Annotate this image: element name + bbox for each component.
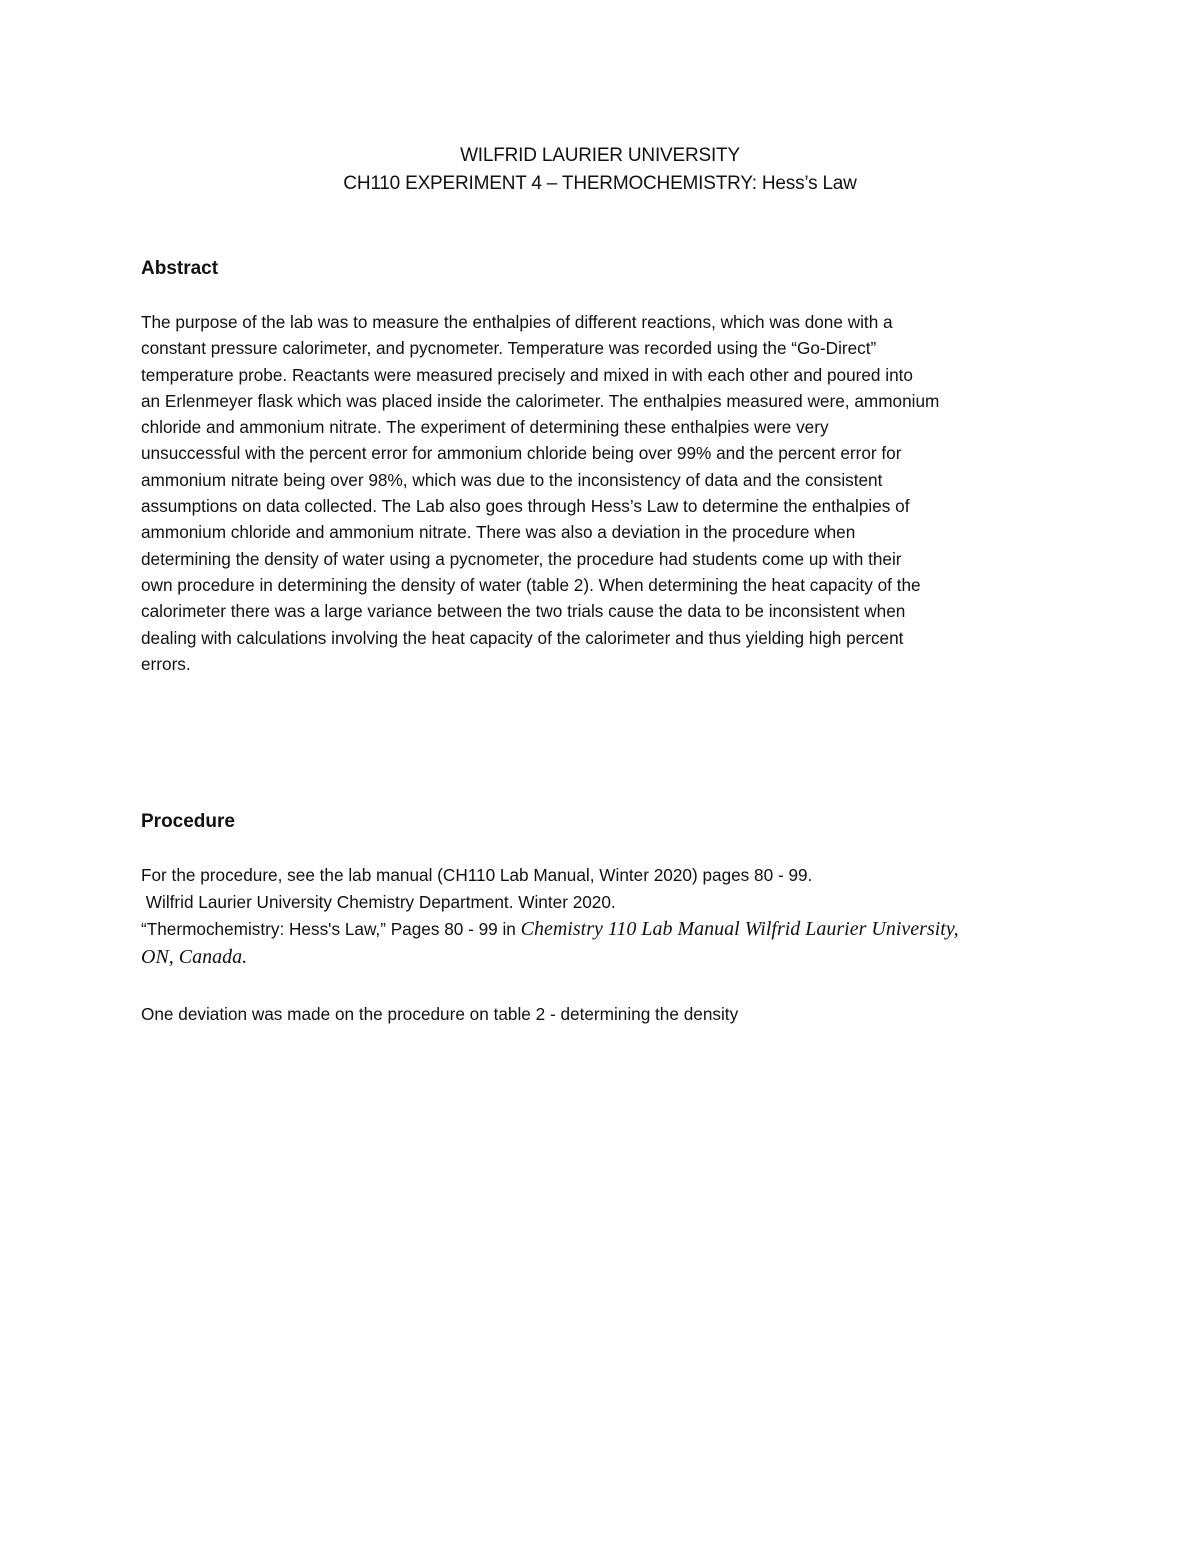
abstract-line: unsuccessful with the percent error for ammonium chloride being over 99% and the percent error for [141,443,902,464]
abstract-line: own procedure in determining the density of water (table 2). When determining the heat capacity of the [141,574,921,595]
procedure-heading: Procedure [141,811,235,832]
abstract-line: temperature probe. Reactants were measured precisely and mixed in with each other and poured into [141,364,913,385]
citation-italic-continued: ON, Canada. [141,946,248,968]
abstract-line: dealing with calculations involving the heat capacity of the calorimeter and thus yielding high percent [141,627,904,648]
procedure-reference: For the procedure, see the lab manual (CH110 Lab Manual, Winter 2020) pages 80 - 99. [141,865,813,885]
abstract-line: assumptions on data collected. The Lab also goes through Hess’s Law to determine the enthalpies of [141,496,910,517]
procedure-body [141,862,1071,971]
procedure-source: Wilfrid Laurier University Chemistry Department. Winter 2020. [141,891,616,912]
experiment-title: CH110 EXPERIMENT 4 – THERMOCHEMISTRY: Hess’s Law [343,173,857,194]
abstract-body [141,309,1071,677]
abstract-line: The purpose of the lab was to measure the enthalpies of different reactions, which was done with a [141,312,893,332]
citation-plain: “Thermochemistry: Hess's Law,” Pages 80 - 99 in [141,919,521,939]
abstract-line: constant pressure calorimeter, and pycnometer. Temperature was recorded using the “Go-Direct” [141,338,877,359]
abstract-line: ammonium chloride and ammonium nitrate. There was also a deviation in the procedure when [141,522,856,543]
abstract-line: errors. [141,653,191,674]
document-header [0,142,1200,198]
procedure-deviation: One deviation was made on the procedure on table 2 - determining the density [141,1004,739,1024]
university-name: WILFRID LAURIER UNIVERSITY [460,145,740,166]
abstract-line: calorimeter there was a large variance between the two trials cause the data to be inconsistent when [141,601,906,622]
abstract-heading: Abstract [141,258,219,279]
procedure-citation [141,915,1071,943]
abstract-line: chloride and ammonium nitrate. The experiment of determining these enthalpies were very [141,417,829,438]
abstract-line: ammonium nitrate being over 98%, which was due to the inconsistency of data and the consistent [141,469,883,490]
abstract-line: determining the density of water using a pycnometer, the procedure had students come up with their [141,548,902,569]
citation-italic: Chemistry 110 Lab Manual Wilfrid Laurier University, [520,918,959,940]
abstract-line: an Erlenmeyer flask which was placed inside the calorimeter. The enthalpies measured were, ammonium [141,390,940,411]
